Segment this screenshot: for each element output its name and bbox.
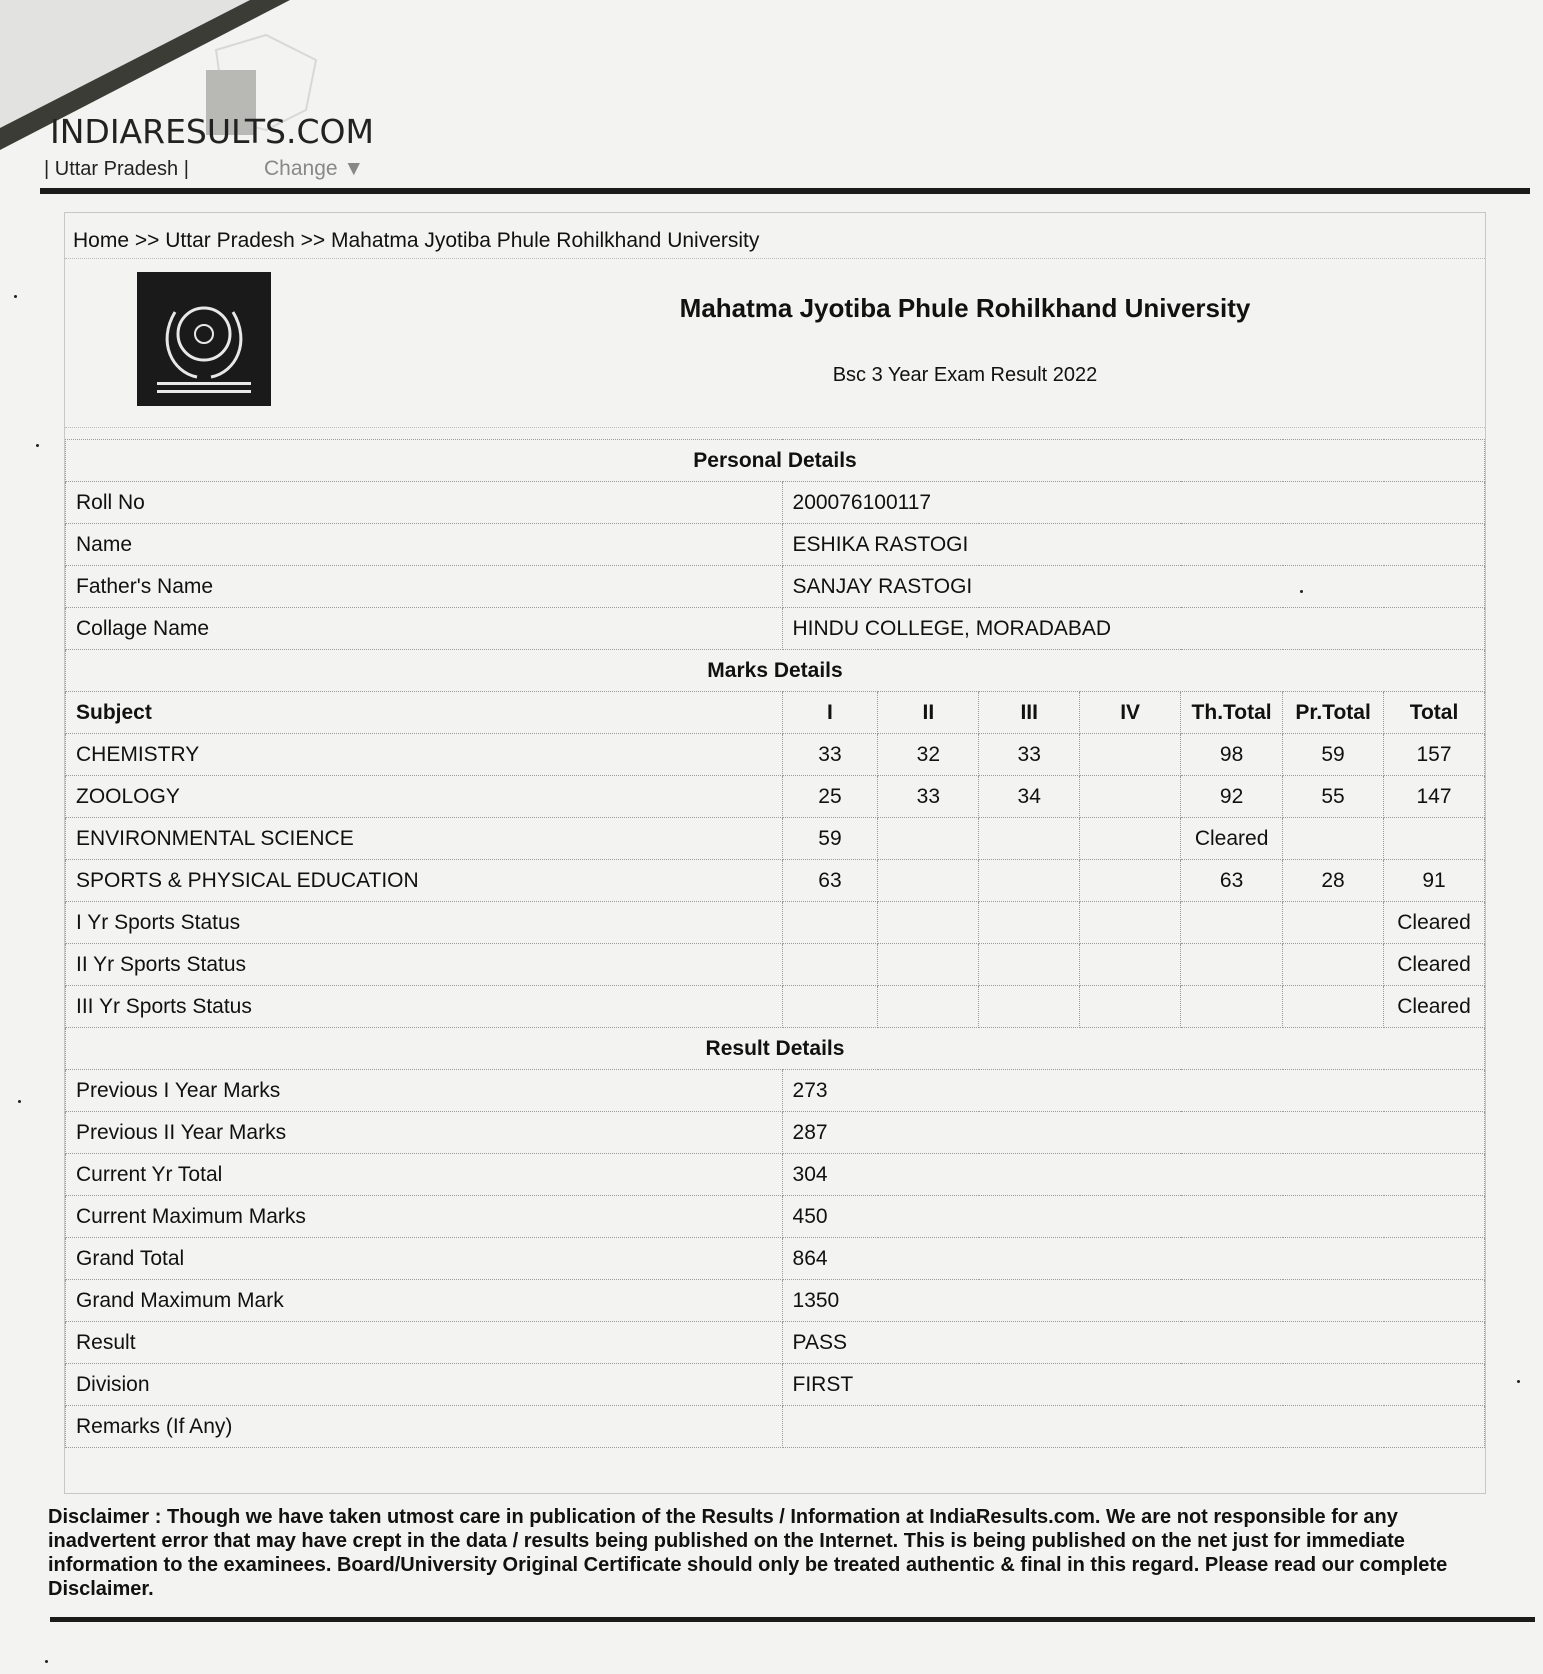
university-emblem-icon: [137, 272, 271, 406]
scan-speck: [1300, 590, 1303, 593]
column-header: Pr.Total: [1283, 692, 1384, 734]
site-name[interactable]: INDIARESULTS.COM: [50, 112, 374, 151]
mark-cell: Cleared: [1181, 818, 1283, 860]
mark-cell: 33: [878, 776, 979, 818]
subject-name: III Yr Sports Status: [66, 986, 783, 1028]
column-header: II: [878, 692, 979, 734]
mark-cell: [878, 902, 979, 944]
mark-cell: [878, 986, 979, 1028]
scan-speck: [1517, 1380, 1520, 1383]
exam-title: Bsc 3 Year Exam Result 2022: [832, 364, 1098, 386]
result-value: 1350: [782, 1280, 1484, 1322]
column-header: Subject: [66, 692, 783, 734]
column-header: III: [979, 692, 1080, 734]
result-label: Current Maximum Marks: [66, 1196, 783, 1238]
mark-cell: [1181, 944, 1283, 986]
table-row: [66, 902, 1485, 944]
mark-cell: 25: [782, 776, 878, 818]
scan-speck: [45, 1660, 48, 1663]
result-label: Grand Maximum Mark: [66, 1280, 783, 1322]
mark-cell: [1080, 818, 1181, 860]
field-label: Collage Name: [66, 608, 783, 650]
result-value: 287: [782, 1112, 1484, 1154]
mark-cell: [1181, 902, 1283, 944]
table-row: [66, 944, 1485, 986]
mark-cell: [1080, 734, 1181, 776]
result-label: Result: [66, 1322, 783, 1364]
mark-cell: [1080, 860, 1181, 902]
mark-cell: Cleared: [1384, 986, 1485, 1028]
mark-cell: [1080, 776, 1181, 818]
field-label: Name: [66, 524, 783, 566]
mark-cell: 92: [1181, 776, 1283, 818]
result-value: 273: [782, 1070, 1484, 1112]
breadcrumb-university[interactable]: Mahatma Jyotiba Phule Rohilkhand University: [331, 229, 760, 252]
result-value: 304: [782, 1154, 1484, 1196]
column-header: Th.Total: [1181, 692, 1283, 734]
mark-cell: [1283, 986, 1384, 1028]
table-row: [66, 1070, 1485, 1112]
breadcrumb: [73, 229, 759, 253]
result-value: 864: [782, 1238, 1484, 1280]
mark-cell: [979, 860, 1080, 902]
result-value: PASS: [782, 1322, 1484, 1364]
disclaimer-text: Disclaimer : Though we have taken utmost care in publication of the Results / Information at IndiaResults.com. We are not responsible for any inadvertent error that may have crept in the data / results being published on the Internet. This is being published on the net just for immediate information to the examinees. Board/University Original Certificate should only be treated authentic & final in this regard. Please read our complete Disclaimer.: [48, 1506, 1448, 1600]
table-row: [66, 818, 1485, 860]
change-state-link[interactable]: Change ▼: [264, 157, 365, 180]
mark-cell: 157: [1384, 734, 1485, 776]
mark-cell: [1080, 986, 1181, 1028]
mark-cell: 59: [1283, 734, 1384, 776]
table-row: [66, 1280, 1485, 1322]
scan-speck: [36, 444, 39, 447]
table-row: [66, 734, 1485, 776]
mark-cell: 59: [782, 818, 878, 860]
result-label: Previous II Year Marks: [66, 1112, 783, 1154]
header-divider: [40, 188, 1530, 194]
mark-cell: [1384, 818, 1485, 860]
result-label: Division: [66, 1364, 783, 1406]
result-label: Remarks (If Any): [66, 1406, 783, 1448]
mark-cell: 63: [1181, 860, 1283, 902]
result-value: FIRST: [782, 1364, 1484, 1406]
mark-cell: [979, 902, 1080, 944]
result-label: Current Yr Total: [66, 1154, 783, 1196]
mark-cell: [878, 944, 979, 986]
table-row: [66, 1322, 1485, 1364]
footer-divider: [50, 1617, 1535, 1622]
mark-cell: [782, 944, 878, 986]
table-row: [66, 1238, 1485, 1280]
subject-name: ZOOLOGY: [66, 776, 783, 818]
table-row: [66, 1112, 1485, 1154]
mark-cell: [878, 818, 979, 860]
mark-cell: 34: [979, 776, 1080, 818]
scan-speck: [18, 1100, 21, 1103]
mark-cell: 33: [782, 734, 878, 776]
field-value: ESHIKA RASTOGI: [782, 524, 1484, 566]
mark-cell: [878, 860, 979, 902]
result-details-heading: Result Details: [66, 1028, 1485, 1070]
field-value: SANJAY RASTOGI: [782, 566, 1484, 608]
mark-cell: 33: [979, 734, 1080, 776]
mark-cell: [979, 944, 1080, 986]
mark-cell: [1080, 944, 1181, 986]
mark-cell: [782, 902, 878, 944]
breadcrumb-separator: >>: [129, 229, 166, 252]
field-value: HINDU COLLEGE, MORADABAD: [782, 608, 1484, 650]
subject-name: I Yr Sports Status: [66, 902, 783, 944]
mark-cell: [979, 986, 1080, 1028]
mark-cell: [1181, 986, 1283, 1028]
mark-cell: 63: [782, 860, 878, 902]
table-row: [66, 566, 1485, 608]
mark-cell: Cleared: [1384, 944, 1485, 986]
result-label: Previous I Year Marks: [66, 1070, 783, 1112]
breadcrumb-state[interactable]: Uttar Pradesh: [165, 229, 295, 252]
selected-state: | Uttar Pradesh |: [44, 158, 189, 180]
result-value: [782, 1406, 1484, 1448]
mark-cell: [1283, 818, 1384, 860]
table-row: [66, 860, 1485, 902]
mark-cell: Cleared: [1384, 902, 1485, 944]
university-title: Mahatma Jyotiba Phule Rohilkhand University: [679, 293, 1251, 323]
table-row: [66, 482, 1485, 524]
mark-cell: [1080, 902, 1181, 944]
column-header: Total: [1384, 692, 1485, 734]
mark-cell: [1283, 902, 1384, 944]
column-header: I: [782, 692, 878, 734]
table-row: [66, 776, 1485, 818]
marks-details-heading: Marks Details: [66, 650, 1485, 692]
subject-name: ENVIRONMENTAL SCIENCE: [66, 818, 783, 860]
column-header: IV: [1080, 692, 1181, 734]
table-row: [66, 524, 1485, 566]
personal-details-heading: Personal Details: [66, 440, 1485, 482]
field-value: 200076100117: [782, 482, 1484, 524]
mark-cell: [1283, 944, 1384, 986]
personal-marks-table: [65, 439, 1485, 1448]
subject-name: II Yr Sports Status: [66, 944, 783, 986]
mark-cell: 28: [1283, 860, 1384, 902]
result-label: Grand Total: [66, 1238, 783, 1280]
mark-cell: 98: [1181, 734, 1283, 776]
mark-cell: 55: [1283, 776, 1384, 818]
field-label: Father's Name: [66, 566, 783, 608]
scan-speck: [14, 295, 17, 298]
mark-cell: [782, 986, 878, 1028]
marks-header-row: [66, 692, 1485, 734]
subject-name: SPORTS & PHYSICAL EDUCATION: [66, 860, 783, 902]
table-row: [66, 608, 1485, 650]
breadcrumb-home[interactable]: Home: [73, 229, 130, 252]
mark-cell: [979, 818, 1080, 860]
mark-cell: 147: [1384, 776, 1485, 818]
result-panel: [64, 212, 1486, 1494]
result-value: 450: [782, 1196, 1484, 1238]
table-row: [66, 986, 1485, 1028]
field-label: Roll No: [66, 482, 783, 524]
mark-cell: 91: [1384, 860, 1485, 902]
table-row: [66, 1406, 1485, 1448]
mark-cell: 32: [878, 734, 979, 776]
table-row: [66, 1364, 1485, 1406]
table-row: [66, 1154, 1485, 1196]
university-header: [65, 258, 1485, 428]
breadcrumb-separator: >>: [294, 229, 331, 252]
table-row: [66, 1196, 1485, 1238]
subject-name: CHEMISTRY: [66, 734, 783, 776]
